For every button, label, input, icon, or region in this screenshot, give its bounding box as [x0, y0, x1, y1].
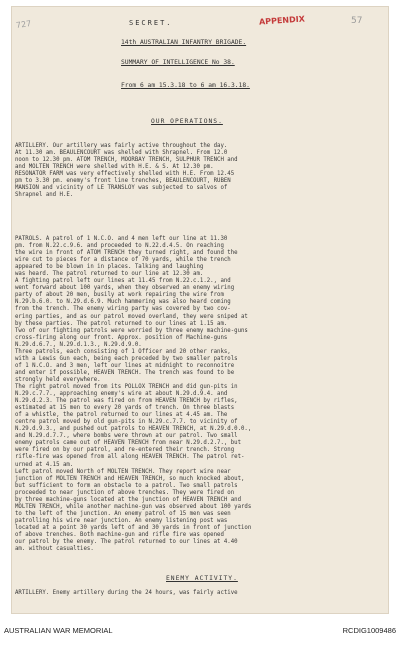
text-line: Shrapnel and H.E.: [15, 192, 74, 199]
text-line: the wire in front of ATOM TRENCH they turned right, and found the: [15, 250, 238, 257]
unit-heading: 14th AUSTRALIAN INFANTRY BRIGADE.: [121, 39, 247, 46]
section-our-operations: OUR OPERATIONS.: [151, 118, 223, 125]
text-line: appeared to be blown in in places. Talking and laughing: [15, 264, 204, 271]
text-line: At 11.30 am. BEAULENCOURT was shelled with Shrapnel. From 12.0: [15, 150, 228, 157]
text-line: and MOLTEN TRENCH were shelled with H.E. & S. At 12.30 pm.: [15, 164, 214, 171]
summary-title: SUMMARY OF INTELLIGENCE No 38.: [121, 59, 235, 66]
text-line: Three patrols, each consisting of 1 Officer and 20 other ranks,: [15, 348, 231, 355]
text-line: of a whistle, the patrol returned to our lines at 4.45 am. The: [15, 412, 228, 419]
text-line: party of about 20 men, busily at work repairing the wire from: [15, 292, 224, 299]
text-line: Left patrol moved North of MOLTEN TRENCH. They report wire near: [15, 468, 231, 475]
text-line: with a Lewis Gun each, being each preceded by two smaller patrols: [15, 355, 238, 362]
patrols-paragraph: [15, 236, 251, 553]
text-line: N.29.d.2.3. The patrol was fired on from HEAVEN TRENCH by rifles,: [15, 398, 238, 405]
text-line: estimated at 15 men to every 20 yards of trench. On three blasts: [15, 405, 235, 412]
text-line: N.29.c.7.7., approaching enemy's wire at about N.29.d.9.4. and: [15, 391, 228, 398]
artillery-paragraph: [15, 143, 238, 199]
text-line: went forward about 100 yards, when they observed an enemy wiring: [15, 285, 235, 292]
text-line: N.29.d.9.3., and pushed out patrols to HEAVEN TRENCH, at N.29.d.0.0.,: [15, 426, 252, 433]
text-line: by these parties. The patrol returned to our lines at 1.15 am.: [15, 320, 228, 327]
text-line: by three machine-guns located at the junction of HEAVEN TRENCH and: [15, 496, 241, 503]
folio-stamp-right: 57: [351, 16, 363, 26]
text-line: Two of our fighting patrols were worried by three enemy machine-guns: [15, 327, 248, 334]
appendix-stamp: APPENDIX: [258, 14, 306, 27]
text-line: junction of MOLTEN TRENCH and HEAVEN TRENCH, so much knocked about,: [15, 475, 245, 482]
text-line: am. without casualties.: [15, 546, 94, 553]
text-line: but sufficient to form an obstacle to a patrol. Two small patrols: [15, 482, 238, 489]
text-line: urned at 4.15 am.: [15, 461, 74, 468]
document-page: [11, 6, 389, 614]
text-line: The right patrol moved from its POLLOX TRENCH and did gun-pits in: [15, 383, 238, 390]
text-line: rifle-fire was opened from all along HEAVEN TRENCH. The patrol ret-: [15, 454, 245, 461]
text-line: located at a point 30 yards left of and 30 yards in front of junction: [15, 524, 252, 531]
text-line: cross-firing along our front. Approx. position of Machine-guns: [15, 334, 228, 341]
text-line: ering parties, and as our patrol moved overland, they were sniped at: [15, 313, 248, 320]
archive-credit: AUSTRALIAN WAR MEMORIAL: [4, 626, 113, 635]
text-line: our patrol by the enemy. The patrol returned to our lines at 4.40: [15, 539, 238, 546]
text-line: ARTILLERY. Our artillery was fairly active throughout the day.: [15, 143, 228, 149]
text-line: was heard. The patrol returned to our line at 12.30 am.: [15, 271, 204, 278]
text-line: MANSION and vicinity of LE TRANSLOY was subjected to salvos of: [15, 185, 228, 192]
text-line: from the trench. The enemy wiring party was covered by two cov-: [15, 306, 231, 313]
text-line: strongly held everywhere.: [15, 376, 101, 383]
text-line: A fighting patrol left our lines at 11.45 from N.22.c.1.2., and: [15, 278, 231, 285]
text-line: enemy patrols came out of HEAVEN TRENCH from near N.29.d.2.7., but: [15, 440, 241, 447]
archive-reference: RCDIG1009486: [342, 626, 396, 635]
section-enemy-activity: ENEMY ACTIVITY.: [166, 575, 238, 582]
text-line: PATROLS. A patrol of 1 N.C.O. and 4 men left our line at 11.30: [15, 236, 228, 242]
text-line: MOLTEN TRENCH, while another machine-gun was observed about 100 yards: [15, 503, 252, 510]
text-line: centre patrol moved by old gun-pits in N.29.c.7.7. to vicinity of: [15, 419, 238, 426]
text-line: N.29.b.6.0. to N.29.d.6.9. Much hammering was also heard coming: [15, 299, 231, 306]
text-line: were fired on by our patrol, and re-entered their trench. Strong: [15, 447, 235, 454]
text-line: pm. from N.22.c.9.6. and proceeded to N.22.d.4.5. On reaching: [15, 243, 224, 250]
period: From 6 am 15.3.18 to 6 am 16.3.18.: [121, 82, 250, 89]
text-line: N.29.d.6.7., N.29.d.1.3., N.29.d.9.0.: [15, 341, 142, 348]
text-line: wire cut to pieces for a distance of 70 yards, while the trench: [15, 257, 231, 264]
text-line: noon to 12.30 pm. ATOM TRENCH, MOORBAY TRENCH, SULPHUR TRENCH and: [15, 157, 238, 164]
text-line: and N.29.d.7.7., where bombs were thrown at our patrol. Two small: [15, 433, 238, 440]
text-line: and enter if possible, HEAVEN TRENCH. The trench was found to be: [15, 369, 235, 376]
text-line: of above trenches. Both machine-gun and rifle fire was opened: [15, 531, 224, 538]
folio-stamp-left: 727: [15, 18, 32, 31]
text-line: of 1 N.C.O. and 3 men, left our lines at midnight to reconnoitre: [15, 362, 235, 369]
text-line: to the left of the junction. An enemy patrol of 15 men was seen: [15, 510, 231, 517]
enemy-artillery-line: ARTILLERY. Enemy artillery during the 24 hours, was fairly active: [15, 590, 238, 596]
text-line: patrolling his wire near junction. An enemy listening post was: [15, 517, 228, 524]
text-line: RESONATOR FARM was very effectively shelled with H.E. From 12.45: [15, 171, 235, 178]
classification: SECRET.: [129, 19, 173, 27]
text-line: proceeded to near junction of above trenches. They were fired on: [15, 489, 235, 496]
text-line: pm to 3.30 pm. enemy's front line trenches, BEAULENCOURT, RUBEN: [15, 178, 231, 185]
